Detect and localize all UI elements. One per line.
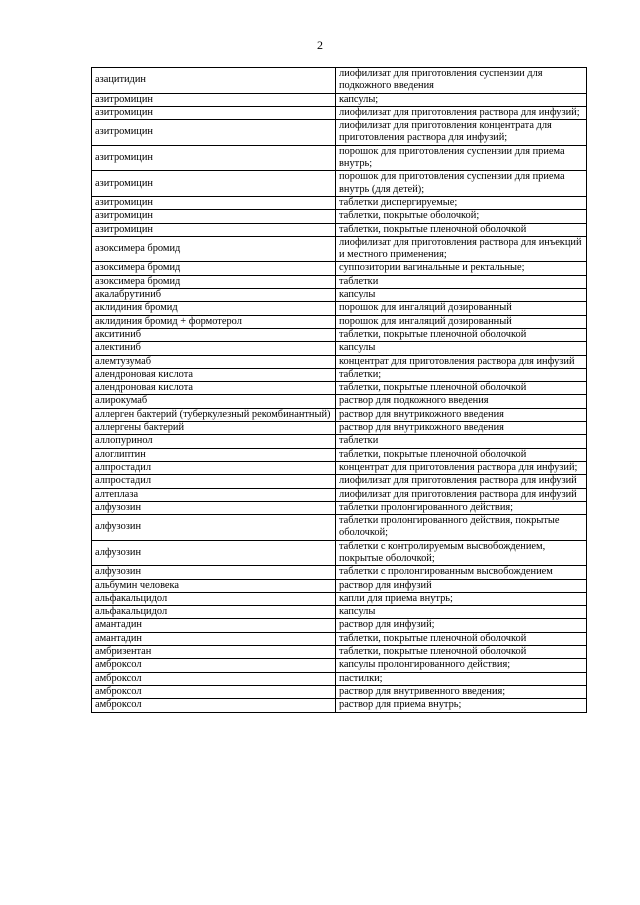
table-row: [92, 395, 587, 408]
dosage-form-cell: раствор для подкожного введения: [336, 395, 587, 408]
dosage-form-cell: капсулы: [336, 342, 587, 355]
drug-name-cell: алоглиптин: [92, 448, 336, 461]
table-row: [92, 275, 587, 288]
drug-name-cell: азоксимера бромид: [92, 236, 336, 262]
table-row: [92, 475, 587, 488]
drug-name-cell: алтеплаза: [92, 488, 336, 501]
drug-name-cell: амантадин: [92, 632, 336, 645]
drug-name-cell: амбризентан: [92, 646, 336, 659]
dosage-form-cell: раствор для инфузий: [336, 579, 587, 592]
dosage-form-cell: таблетки, покрытые пленочной оболочкой: [336, 632, 587, 645]
table-row: [92, 315, 587, 328]
table-row: [92, 448, 587, 461]
dosage-form-cell: лиофилизат для приготовления раствора для инфузий;: [336, 106, 587, 119]
drug-name-cell: алфузозин: [92, 501, 336, 514]
dosage-form-cell: таблетки, покрытые пленочной оболочкой: [336, 223, 587, 236]
dosage-form-cell: порошок для ингаляций дозированный: [336, 302, 587, 315]
dosage-form-cell: раствор для инфузий;: [336, 619, 587, 632]
dosage-form-cell: лиофилизат для приготовления суспензии для подкожного введения: [336, 68, 587, 94]
drug-name-cell: азоксимера бромид: [92, 262, 336, 275]
table-row: [92, 120, 587, 146]
drug-name-cell: аклидиния бромид + формотерол: [92, 315, 336, 328]
table-row: [92, 342, 587, 355]
dosage-form-cell: таблетки, покрытые оболочкой;: [336, 210, 587, 223]
dosage-form-cell: лиофилизат для приготовления раствора для инфузий: [336, 475, 587, 488]
dosage-form-cell: таблетки: [336, 435, 587, 448]
table-row: [92, 223, 587, 236]
drug-name-cell: аллерген бактерий (туберкулезный рекомбинантный): [92, 408, 336, 421]
table-row: [92, 488, 587, 501]
dosage-form-cell: раствор для внутрикожного введения: [336, 408, 587, 421]
drug-name-cell: азацитидин: [92, 68, 336, 94]
table-row: [92, 422, 587, 435]
drug-name-cell: алпростадил: [92, 461, 336, 474]
table-row: [92, 236, 587, 262]
dosage-form-cell: таблетки диспергируемые;: [336, 196, 587, 209]
dosage-form-cell: порошок для приготовления суспензии для приема внутрь;: [336, 145, 587, 171]
table-row: [92, 210, 587, 223]
drug-name-cell: акалабрутиниб: [92, 289, 336, 302]
dosage-form-cell: таблетки;: [336, 368, 587, 381]
table-row: [92, 106, 587, 119]
table-row: [92, 68, 587, 94]
dosage-form-cell: раствор для внутрикожного введения: [336, 422, 587, 435]
drug-name-cell: амантадин: [92, 619, 336, 632]
table-row: [92, 672, 587, 685]
table-row: [92, 93, 587, 106]
drug-name-cell: алемтузумаб: [92, 355, 336, 368]
dosage-form-cell: капсулы пролонгированного действия;: [336, 659, 587, 672]
table-row: [92, 355, 587, 368]
table-row: [92, 685, 587, 698]
drug-name-cell: азитромицин: [92, 120, 336, 146]
table-row: [92, 262, 587, 275]
dosage-form-cell: лиофилизат для приготовления концентрата для приготовления раствора для инфузий;: [336, 120, 587, 146]
drug-name-cell: амброксол: [92, 699, 336, 712]
dosage-form-cell: таблетки с пролонгированным высвобождением: [336, 566, 587, 579]
table-row: [92, 579, 587, 592]
table-row: [92, 606, 587, 619]
table-row: [92, 289, 587, 302]
dosage-form-cell: таблетки с контролируемым высвобождением, покрытые оболочкой;: [336, 540, 587, 566]
drug-name-cell: алфузозин: [92, 566, 336, 579]
drug-name-cell: алирокумаб: [92, 395, 336, 408]
drug-name-cell: азоксимера бромид: [92, 275, 336, 288]
table-row: [92, 646, 587, 659]
drug-name-cell: альфакальцидол: [92, 606, 336, 619]
drug-name-cell: акситиниб: [92, 328, 336, 341]
drug-name-cell: азитромицин: [92, 145, 336, 171]
dosage-form-cell: таблетки: [336, 275, 587, 288]
drug-name-cell: амброксол: [92, 672, 336, 685]
drug-name-cell: азитромицин: [92, 106, 336, 119]
dosage-form-cell: порошок для ингаляций дозированный: [336, 315, 587, 328]
table-row: [92, 368, 587, 381]
drug-name-cell: алфузозин: [92, 515, 336, 541]
drug-name-cell: аллопуринол: [92, 435, 336, 448]
table-row: [92, 699, 587, 712]
drug-name-cell: азитромицин: [92, 210, 336, 223]
dosage-form-cell: пастилки;: [336, 672, 587, 685]
dosage-form-cell: таблетки, покрытые пленочной оболочкой: [336, 328, 587, 341]
dosage-form-cell: капсулы: [336, 606, 587, 619]
table-row: [92, 632, 587, 645]
table-row: [92, 408, 587, 421]
dosage-form-cell: порошок для приготовления суспензии для приема внутрь (для детей);: [336, 171, 587, 197]
drug-name-cell: азитромицин: [92, 223, 336, 236]
dosage-form-cell: лиофилизат для приготовления раствора для инфузий: [336, 488, 587, 501]
table-row: [92, 659, 587, 672]
drug-name-cell: альфакальцидол: [92, 592, 336, 605]
drug-name-cell: азитромицин: [92, 93, 336, 106]
table-row: [92, 145, 587, 171]
table-row: [92, 566, 587, 579]
dosage-form-cell: таблетки, покрытые пленочной оболочкой: [336, 382, 587, 395]
drug-name-cell: азитромицин: [92, 171, 336, 197]
table-row: [92, 328, 587, 341]
drug-name-cell: азитромицин: [92, 196, 336, 209]
drug-name-cell: алпростадил: [92, 475, 336, 488]
drug-name-cell: амброксол: [92, 685, 336, 698]
table-row: [92, 196, 587, 209]
table-row: [92, 540, 587, 566]
table-row: [92, 592, 587, 605]
table-row: [92, 382, 587, 395]
table-body: [92, 68, 587, 713]
dosage-form-cell: концентрат для приготовления раствора для инфузий;: [336, 461, 587, 474]
dosage-form-cell: таблетки, покрытые пленочной оболочкой: [336, 448, 587, 461]
dosage-form-cell: лиофилизат для приготовления раствора для инъекций и местного применения;: [336, 236, 587, 262]
dosage-form-cell: капли для приема внутрь;: [336, 592, 587, 605]
drug-name-cell: алендроновая кислота: [92, 368, 336, 381]
drug-name-cell: альбумин человека: [92, 579, 336, 592]
drug-name-cell: аклидиния бромид: [92, 302, 336, 315]
page-number: 2: [317, 38, 323, 52]
drug-name-cell: алфузозин: [92, 540, 336, 566]
drug-name-cell: амброксол: [92, 659, 336, 672]
dosage-form-cell: таблетки пролонгированного действия;: [336, 501, 587, 514]
dosage-form-cell: таблетки пролонгированного действия, покрытые оболочкой;: [336, 515, 587, 541]
table-row: [92, 501, 587, 514]
dosage-form-cell: капсулы: [336, 289, 587, 302]
drug-table: [91, 67, 587, 713]
dosage-form-cell: таблетки, покрытые пленочной оболочкой: [336, 646, 587, 659]
dosage-form-cell: раствор для приема внутрь;: [336, 699, 587, 712]
table-row: [92, 619, 587, 632]
drug-name-cell: аллергены бактерий: [92, 422, 336, 435]
table-row: [92, 515, 587, 541]
dosage-form-cell: раствор для внутривенного введения;: [336, 685, 587, 698]
dosage-form-cell: концентрат для приготовления раствора для инфузий: [336, 355, 587, 368]
dosage-form-cell: капсулы;: [336, 93, 587, 106]
table-row: [92, 435, 587, 448]
dosage-form-cell: суппозитории вагинальные и ректальные;: [336, 262, 587, 275]
table-row: [92, 171, 587, 197]
drug-name-cell: алектиниб: [92, 342, 336, 355]
table-row: [92, 461, 587, 474]
table-row: [92, 302, 587, 315]
drug-name-cell: алендроновая кислота: [92, 382, 336, 395]
